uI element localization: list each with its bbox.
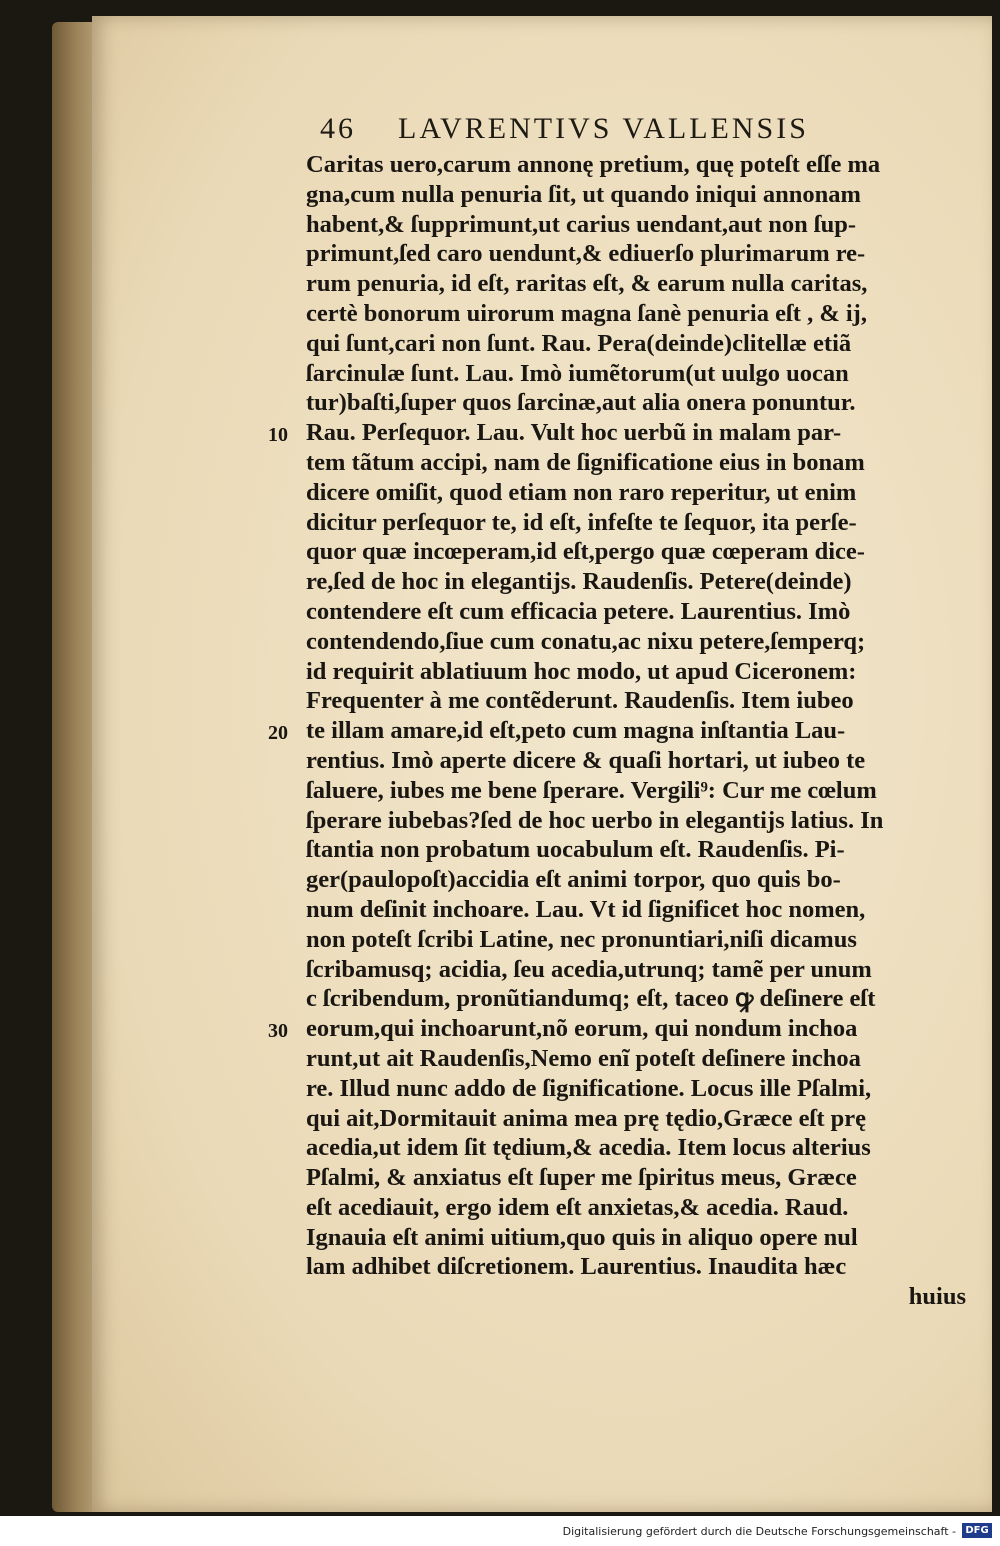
text-line: tem tãtum accipi, nam de ſignificatione eius in bonam [306,448,865,476]
page-number: 46 [320,112,356,145]
text-line: non poteſt ſcribi Latine, nec pronuntiari,niſi dicamus [306,925,857,953]
text-line: Caritas uero,carum annonę pretium, quę poteſt eſſe ma [306,151,881,178]
text-line: ſaluere, iubes me bene ſperare. Vergili⁹: Cur me cœlum [306,776,877,804]
text-line: id requirit ablatiuum hoc modo, ut apud Ciceronem: [306,657,857,685]
text-line: Frequenter à me contẽderunt. Raudenſis. Item iubeo [306,687,854,715]
running-head [320,112,960,146]
text-line: contendere eſt cum efficacia petere. Laurentius. Imò [306,597,851,625]
line-number-10: 10 [268,424,288,446]
text-line: rum penuria, id eſt, raritas eſt, & earum nulla caritas, [306,270,868,298]
text-line: ſperare iubebas?ſed de hoc uerbo in elegantijs latius. In [306,806,884,834]
text-line: ſcribamusq; acidia, ſeu acedia,utrunq; tamẽ per unum [306,955,872,983]
text-line: ſarcinulæ ſunt. Lau. Imò iumẽtorum(ut uulgo uocan [306,359,849,387]
text-line: qui ait,Dormitauit anima mea prę tędio,Græce eſt prę [306,1104,866,1132]
text-line: ger(paulopoſt)accidia eſt animi torpor, quo quis bo- [306,866,841,894]
text-line: acedia,ut idem ſit tędium,& acedia. Item locus alterius [306,1134,871,1162]
text-line: runt,ut ait Raudenſis,Nemo enĩ poteſt deſinere inchoa [306,1044,861,1072]
text-line: quor quæ incœperam,id eſt,pergo quæ cœperam dice- [306,538,865,566]
catchword: huius [908,1283,966,1311]
text-line: Pſalmi, & anxiatus eſt ſuper me ſpiritus meus, Græce [306,1164,857,1192]
funding-credit: Digitalisierung gefördert durch die Deutsche Forschungsgemeinschaft - [562,1525,956,1538]
text-line: tur)baſti,ſuper quos ſarcinæ,aut alia onera ponuntur. [306,389,856,417]
body-text [306,150,966,1312]
text-line: primunt,ſed caro uendunt,& ediuerſo plurimarum re- [306,240,866,268]
text-line: habent,& ſupprimunt,ut carius uendant,aut non ſup- [306,210,857,238]
dfg-logo: DFG [962,1523,992,1538]
text-line: dicitur perſequor te, id eſt, infeſte te ſequor, ita perſe- [306,508,857,536]
text-line: eſt acediauit, ergo idem eſt anxietas,& acedia. Raud. [306,1193,849,1221]
running-title: LAVRENTIVS VALLENSIS [398,112,809,145]
text-line: lam adhibet diſcretionem. Laurentius. Inaudita hæc [306,1253,847,1281]
text-line: rentius. Imò aperte dicere & quaſi hortari, ut iubeo te [306,746,866,774]
line-number-30: 30 [268,1020,288,1042]
text-line: gna,cum nulla penuria ſit, ut quando iniqui annonam [306,180,861,208]
text-line: Rau. Perſequor. Lau. Vult hoc uerbũ in malam par- [306,419,842,447]
text-line: dicere omiſit, quod etiam non raro reperitur, ut enim [306,478,857,506]
line-number-20: 20 [268,722,288,744]
text-line: contendendo,ſiue cum conatu,ac nixu petere,ſemperq; [306,627,866,655]
text-line: eorum,qui inchoarunt,nõ eorum, qui nondum inchoa [306,1015,858,1043]
text-line: ſtantia non probatum uocabulum eſt. Raudenſis. Pi- [306,836,845,864]
text-line: Ignauia eſt animi uitium,quo quis in aliquo opere nul [306,1223,858,1251]
text-line: te illam amare,id eſt,peto cum magna inſtantia Lau- [306,717,846,745]
text-line: num deſinit inchoare. Lau. Vt id ſignificet hoc nomen, [306,895,866,923]
text-line: re,ſed de hoc in elegantijs. Raudenſis. Petere(deinde) [306,568,852,596]
text-line: c ſcribendum, pronũtiandumq; eſt, taceo ꝙ deſinere eſt [306,985,876,1013]
text-line: qui ſunt,cari non ſunt. Rau. Pera(deinde)clitellæ etiã [306,329,852,357]
text-line: re. Illud nunc addo de ſignificatione. Locus ille Pſalmi, [306,1074,872,1102]
footer-bar [0,1516,1000,1546]
text-line: certè bonorum uirorum magna ſanè penuria eſt , & ij, [306,299,867,327]
